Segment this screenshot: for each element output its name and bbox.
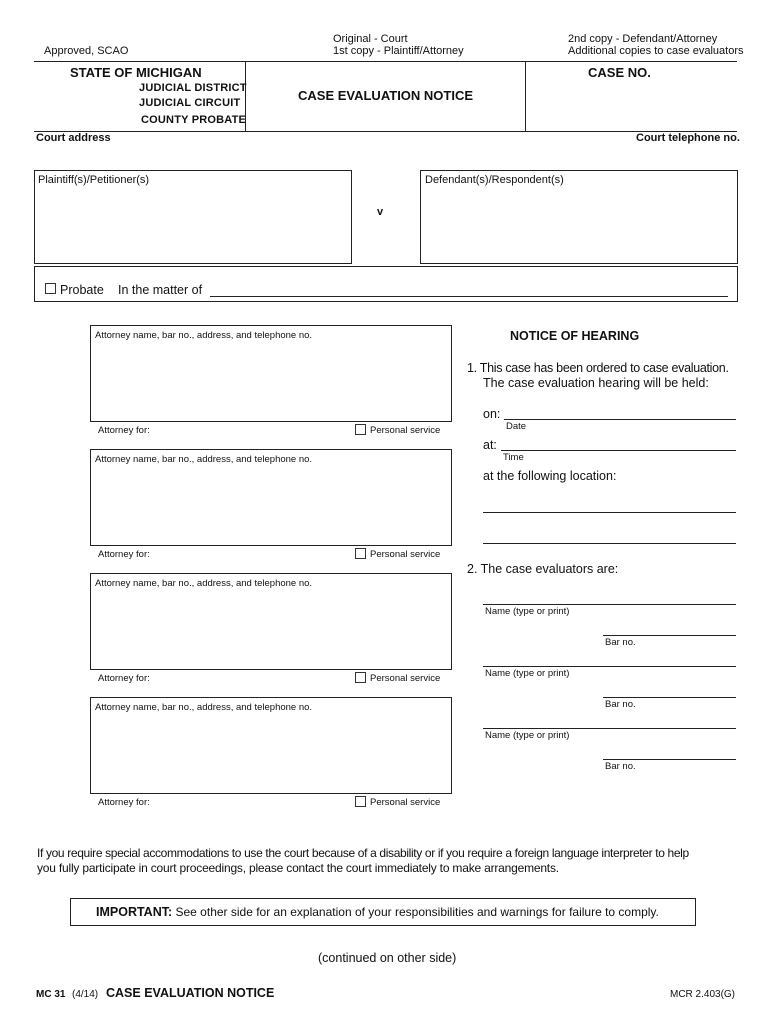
attorney-for-label: Attorney for: <box>98 797 150 808</box>
case-no-label: CASE NO. <box>588 65 651 80</box>
at-label: at: <box>483 438 497 452</box>
personal-service-label: Personal service <box>370 549 441 560</box>
matter-label: In the matter of <box>118 283 203 297</box>
copy-first: 1st copy - Plaintiff/Attorney <box>333 45 464 57</box>
notice-of-hearing-title: NOTICE OF HEARING <box>510 329 640 343</box>
attorney-label: Attorney name, bar no., address, and telephone no. <box>95 330 313 341</box>
date-label: Date <box>506 421 527 432</box>
time-label: Time <box>503 452 524 463</box>
important-label: IMPORTANT: <box>96 905 173 919</box>
probate-row <box>34 266 738 302</box>
personal-service-label: Personal service <box>370 797 441 808</box>
defendant-label: Defendant(s)/Respondent(s) <box>425 174 564 186</box>
footer-title: CASE EVALUATION NOTICE <box>106 986 275 1000</box>
evaluator-name-label: Name (type or print) <box>485 730 570 741</box>
attorney-box-2[interactable] <box>90 449 452 546</box>
copy-second: 2nd copy - Defendant/Attorney <box>568 33 718 45</box>
evaluator-bar-label: Bar no. <box>605 761 636 772</box>
defendant-field[interactable] <box>420 170 738 264</box>
evaluator-bar-label: Bar no. <box>605 699 636 710</box>
footer-rule: MCR 2.403(G) <box>670 989 736 1000</box>
hearing-item1-line2: The case evaluation hearing will be held: <box>483 376 709 390</box>
attorney-label: Attorney name, bar no., address, and telephone no. <box>95 454 313 465</box>
copy-original: Original - Court <box>333 33 408 45</box>
evaluator-name-label: Name (type or print) <box>485 668 570 679</box>
attorney-for-label: Attorney for: <box>98 673 150 684</box>
judicial-district-label: JUDICIAL DISTRICT <box>139 82 247 94</box>
attorney-for-label: Attorney for: <box>98 549 150 560</box>
evaluator-bar-field-1[interactable] <box>603 635 736 636</box>
personal-service-checkbox-4[interactable] <box>355 796 366 807</box>
evaluator-bar-label: Bar no. <box>605 637 636 648</box>
attorney-label: Attorney name, bar no., address, and telephone no. <box>95 702 313 713</box>
court-telephone-label: Court telephone no. <box>636 132 740 144</box>
probate-label: Probate <box>60 283 104 297</box>
attorney-box-1[interactable] <box>90 325 452 422</box>
date-field[interactable] <box>504 419 736 420</box>
personal-service-checkbox-1[interactable] <box>355 424 366 435</box>
location-label: at the following location: <box>483 469 617 483</box>
personal-service-label: Personal service <box>370 425 441 436</box>
personal-service-checkbox-3[interactable] <box>355 672 366 683</box>
plaintiff-label: Plaintiff(s)/Petitioner(s) <box>38 174 150 186</box>
location-field-2[interactable] <box>483 543 736 544</box>
evaluator-name-field-2[interactable] <box>483 666 736 667</box>
hearing-item2: 2. The case evaluators are: <box>467 562 619 576</box>
attorney-for-label: Attorney for: <box>98 425 150 436</box>
personal-service-checkbox-2[interactable] <box>355 548 366 559</box>
plaintiff-field[interactable] <box>34 170 352 264</box>
evaluator-bar-field-3[interactable] <box>603 759 736 760</box>
accommodation-line1: If you require special accommodations to use the court because of a disability or if you require a foreign language interpreter to help <box>37 846 689 860</box>
attorney-box-3[interactable] <box>90 573 452 670</box>
footer-revision: (4/14) <box>72 989 99 1000</box>
county-probate-label: COUNTY PROBATE <box>141 114 247 126</box>
probate-checkbox[interactable] <box>45 283 56 294</box>
evaluator-name-field-3[interactable] <box>483 728 736 729</box>
continued-label: (continued on other side) <box>318 951 457 965</box>
copy-additional: Additional copies to case evaluators <box>568 45 744 57</box>
time-field[interactable] <box>501 450 736 451</box>
on-label: on: <box>483 407 501 421</box>
form-title: CASE EVALUATION NOTICE <box>298 88 474 103</box>
case-no-field[interactable] <box>527 76 735 128</box>
important-box <box>70 898 696 926</box>
versus-label: v <box>377 206 384 218</box>
evaluator-name-label: Name (type or print) <box>485 606 570 617</box>
approved-label: Approved, SCAO <box>44 45 129 57</box>
personal-service-label: Personal service <box>370 673 441 684</box>
hearing-item1-line1: 1. This case has been ordered to case evaluation. <box>467 361 729 375</box>
footer-form-no: MC 31 <box>36 989 66 1000</box>
judicial-circuit-label: JUDICIAL CIRCUIT <box>139 97 241 109</box>
attorney-label: Attorney name, bar no., address, and telephone no. <box>95 578 313 589</box>
evaluator-bar-field-2[interactable] <box>603 697 736 698</box>
court-address-label: Court address <box>36 132 111 144</box>
location-field-1[interactable] <box>483 512 736 513</box>
attorney-box-4[interactable] <box>90 697 452 794</box>
state-label: STATE OF MICHIGAN <box>70 65 202 80</box>
accommodation-line2: you fully participate in court proceedings, please contact the court immediately to make arrangements. <box>37 861 559 875</box>
matter-field[interactable] <box>210 296 728 297</box>
important-text: See other side for an explanation of your responsibilities and warnings for failure to comply. <box>175 905 659 919</box>
evaluator-name-field-1[interactable] <box>483 604 736 605</box>
